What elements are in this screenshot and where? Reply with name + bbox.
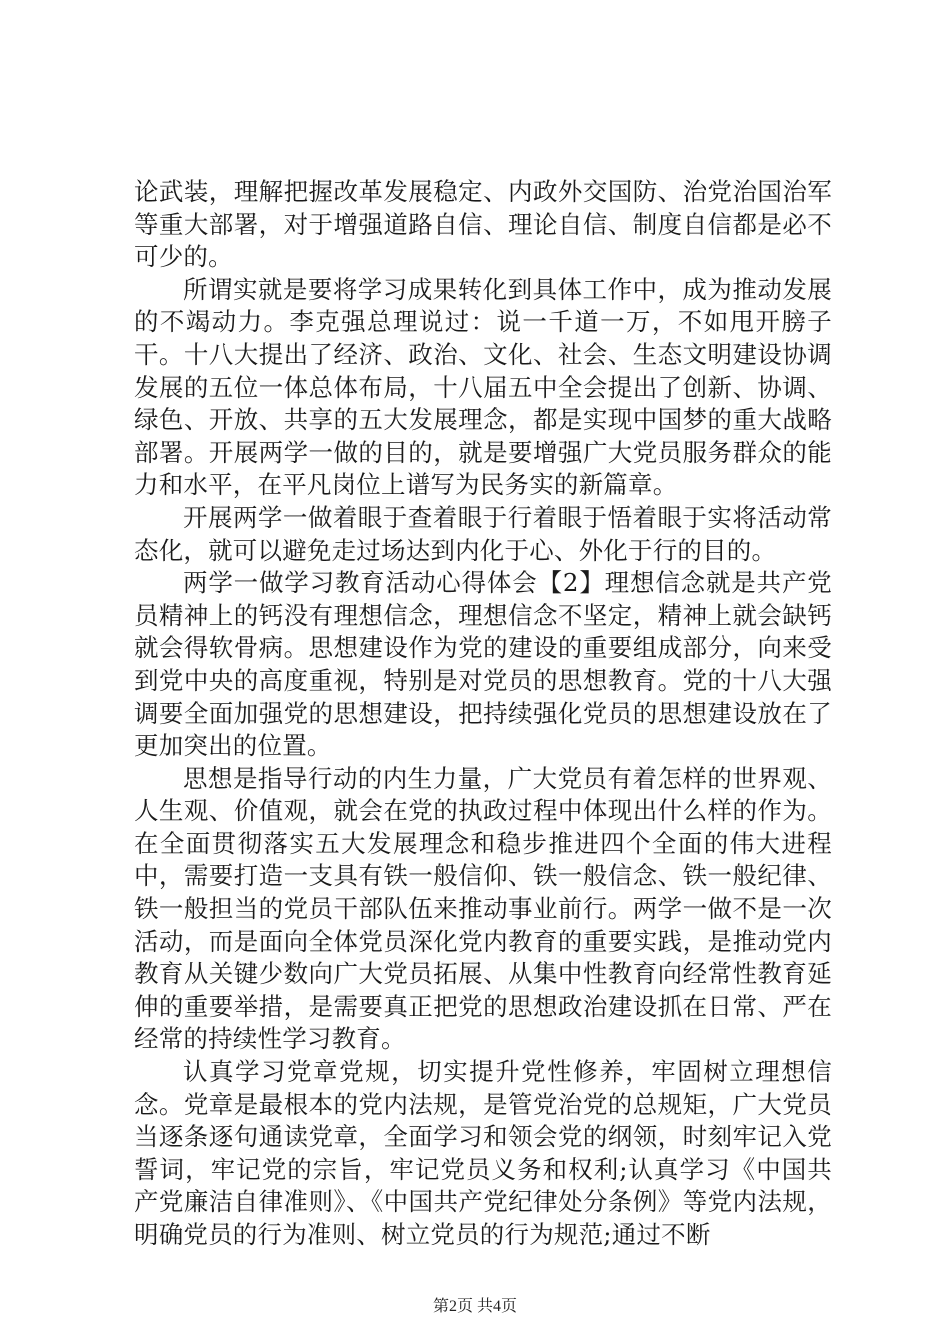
paragraph-4: 两学一做学习教育活动心得体会【2】理想信念就是共产党员精神上的钙没有理想信念，理想信念不坚定，精神上就会缺钙就会得软骨病。思想建设作为党的建设的重要组成部分，向来受到党中央的高度重视，特别是对党员的思想教育。党的十八大强调要全面加强党的思想建设，把持续强化党员的思想建设放在了更加突出的位置。 [134,568,832,761]
paragraph-3: 开展两学一做着眼于查着眼于行着眼于悟着眼于实将活动常态化，就可以避免走过场达到内化于心、外化于行的目的。 [134,502,832,565]
paragraph-5: 思想是指导行动的内生力量，广大党员有着怎样的世界观、人生观、价值观，就会在党的执政过程中体现出什么样的作为。在全面贯彻落实五大发展理念和稳步推进四个全面的伟大进程中，需要打造一支具有铁一般信仰、铁一般信念、铁一般纪律、铁一般担当的党员干部队伍来推动事业前行。两学一做不是一次活动，而是面向全体党员深化党内教育的重要实践，是推动党内教育从关键少数向广大党员拓展、从集中性教育向经常性教育延伸的重要举措，是需要真正把党的思想政治建设抓在日常、严在经常的持续性学习教育。 [134,763,832,1054]
page-number-footer: 第2页 共4页 [432,1298,517,1315]
paragraph-6: 认真学习党章党规，切实提升党性修养，牢固树立理想信念。党章是最根本的党内法规，是管党治党的总规矩，广大党员当逐条逐句通读党章，全面学习和领会党的纲领，时刻牢记入党誓词，牢记党的宗旨，牢记党员义务和权利;认真学习《中国共产党廉洁自律准则》、《中国共产党纪律处分条例》等党内法规，明确党员的行为准则、树立党员的行为规范;通过不断 [134,1057,832,1249]
document-body [134,176,832,1252]
paragraph-1: 论武装，理解把握改革发展稳定、内政外交国防、治党治国治军等重大部署，对于增强道路自信、理论自信、制度自信都是必不可少的。 [134,177,832,272]
paragraph-2: 所谓实就是要将学习成果转化到具体工作中，成为推动发展的不竭动力。李克强总理说过：说一千道一万，不如甩开膀子干。十八大提出了经济、政治、文化、社会、生态文明建设协调发展的五位一体总体布局，十八届五中全会提出了创新、协调、绿色、开放、共享的五大发展理念，都是实现中国梦的重大战略部署。开展两学一做的目的，就是要增强广大党员服务群众的能力和水平，在平凡岗位上谱写为民务实的新篇章。 [134,274,832,500]
